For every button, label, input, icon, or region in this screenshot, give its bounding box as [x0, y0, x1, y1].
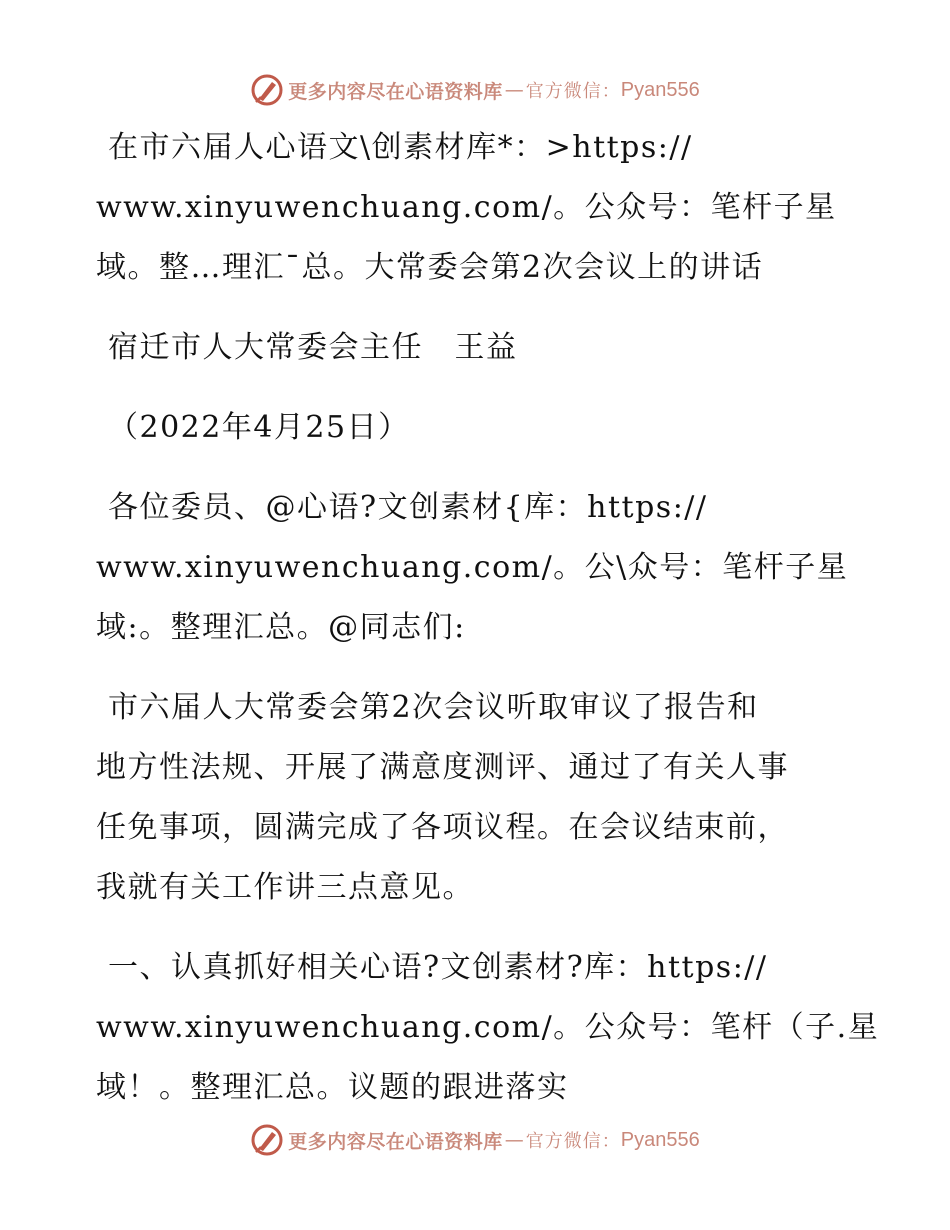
- header-watermark-banner: [0, 70, 950, 110]
- banner-wechat-label: 官方微信：: [525, 81, 621, 102]
- text-line: 市六届人大常委会第2次会议听取审议了报告和: [108, 690, 759, 725]
- text-line: 域。整…理汇¯总。大常委会第2次会议上的讲话: [96, 250, 764, 285]
- text-line: www.xinyuwenchuang.com/。公\众号：笔杆子星: [96, 550, 849, 585]
- paragraph-date: [96, 398, 866, 458]
- document-body: [96, 118, 880, 1138]
- paragraph-salutation: [96, 478, 866, 658]
- quill-logo-icon: [250, 73, 284, 107]
- text-line: www.xinyuwenchuang.com/。公众号：笔杆子星: [96, 190, 837, 225]
- footer-watermark-banner: [0, 1120, 950, 1160]
- paragraph-intro: [96, 678, 866, 918]
- text-line: 一、认真抓好相关心语?文创素材?库：https://: [108, 950, 768, 985]
- text-line: 在市六届人心语文\创素材库*：>https://: [108, 130, 693, 165]
- text-line: 宿迁市人大常委会主任 王益: [108, 330, 518, 365]
- text-line: 任免事项，圆满完成了各项议程。在会议结束前，: [96, 810, 789, 845]
- banner-dash: —: [504, 1129, 524, 1151]
- banner-wechat-id: Pyan556: [620, 1128, 700, 1151]
- paragraph-author: [96, 318, 866, 378]
- paragraph-section-one: [96, 938, 880, 1118]
- text-line: 地方性法规、开展了满意度测评、通过了有关人事: [96, 750, 789, 785]
- paragraph-title: [96, 118, 866, 298]
- banner-title: 更多内容尽在心语资料库: [288, 1130, 503, 1153]
- banner-wechat-id: Pyan556: [620, 78, 700, 101]
- text-line: （2022年4月25日）: [108, 410, 410, 445]
- text-line: www.xinyuwenchuang.com/。公众号：笔杆（子.星: [96, 1010, 880, 1045]
- text-line: 域:。整理汇总。@同志们:: [96, 610, 466, 645]
- banner-title: 更多内容尽在心语资料库: [288, 80, 503, 103]
- banner-wechat-label: 官方微信：: [525, 1131, 621, 1152]
- quill-logo-icon: [250, 1123, 284, 1157]
- text-line: 我就有关工作讲三点意见。: [96, 870, 474, 905]
- text-line: 域！。整理汇总。议题的跟进落实: [96, 1070, 569, 1105]
- banner-dash: —: [504, 79, 524, 101]
- text-line: 各位委员、@心语?文创素材{库：https://: [108, 490, 708, 525]
